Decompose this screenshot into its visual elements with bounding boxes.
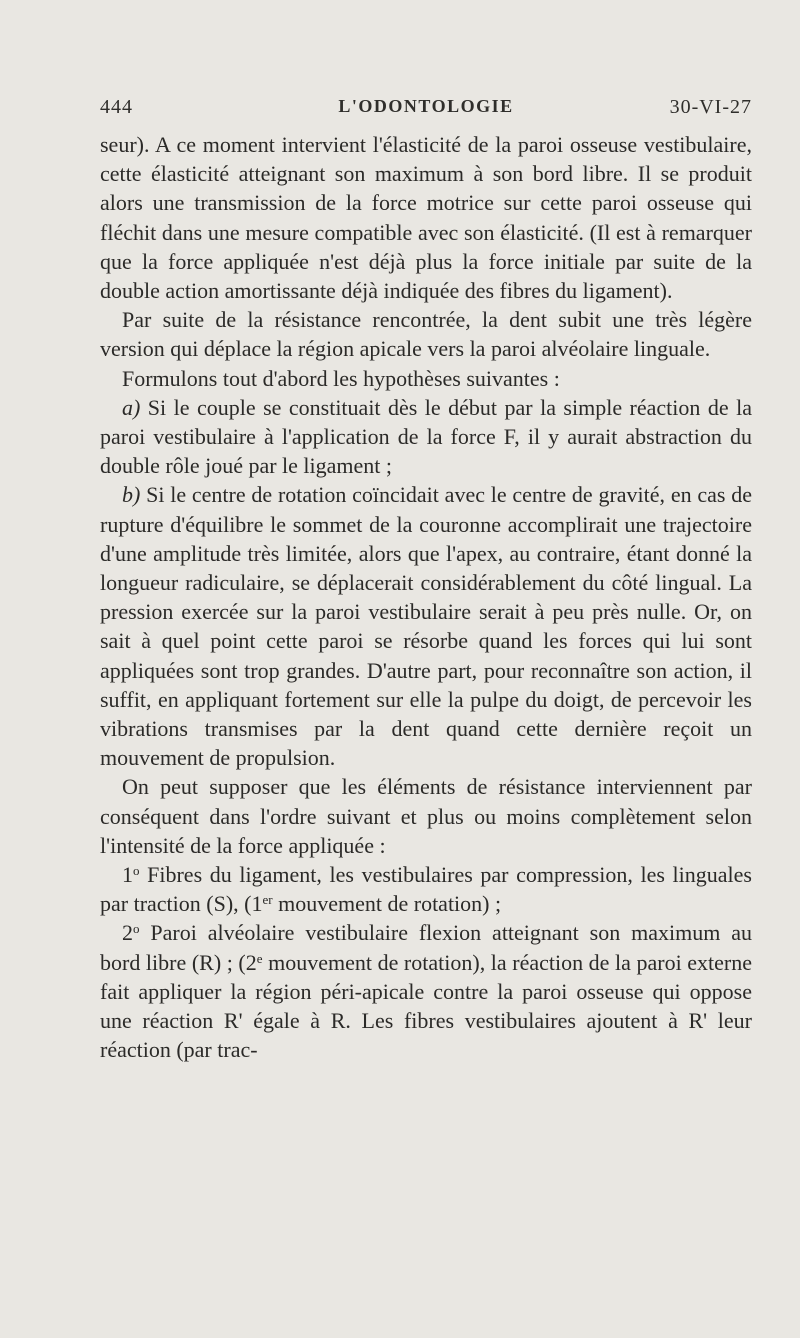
list-item-1-text-b: mouvement de rotation) ; (272, 891, 502, 917)
page-number: 444 (100, 96, 133, 118)
list-item-2-superscript: e (256, 950, 263, 966)
running-title: L'ODONTOLOGIE (338, 96, 514, 116)
paragraph-2: Par suite de la résistance rencontrée, la dent subit une très légère version qui déplace la région apicale vers la paroi alvéolaire linguale. (100, 307, 752, 362)
list-item-1-degree: o (133, 863, 140, 879)
issue-date: 30-VI-27 (669, 96, 752, 118)
paragraph-6: On peut supposer que les éléments de résistance interviennent par conséquent dans l'ordre suivant et plus ou moins complètement selon l'intensité de la force appliquée : (100, 774, 752, 858)
hypothesis-a-label: a) (122, 394, 141, 420)
paragraph-1: seur). A ce moment intervient l'élasticité de la paroi osseuse vestibulaire, cette élasticité atteignant son maximum à son bord libre. Il se produit alors une transmission de la force motrice sur cette paroi osseuse qui fléchit dans une mesure compatible avec son élasticité. (Il est à remarquer que la force appliquée n'est déjà plus la force initiale par suite de la double action amortissante déjà indiquée des fibres du ligament). (100, 132, 752, 304)
list-item-2-text-a: Paroi alvéolaire vestibulaire flexion atteignant son maximum au bord libre (R) ; (2 (100, 920, 752, 975)
list-item-1 (100, 860, 752, 918)
hypothesis-b-label: b) (122, 482, 141, 508)
list-item-2 (100, 918, 752, 1064)
body-text (100, 130, 752, 1065)
hypothesis-a (100, 393, 752, 481)
hypothesis-b (100, 480, 752, 772)
list-item-2-degree: o (133, 921, 140, 937)
list-item-2-number: 2 (122, 920, 133, 946)
list-item-1-number: 1 (122, 862, 133, 888)
list-item-1-superscript: er (262, 892, 273, 908)
page-header (100, 96, 752, 126)
list-item-2-text-b: mouvement de rotation), la réaction de la paroi externe fait appliquer la région péri-apicale contre la paroi osseuse qui oppose une réaction R' égale à R. Les fibres vestibulaires ajoutent à R' leur réaction (par trac- (100, 949, 753, 1063)
hypothesis-a-text: Si le couple se constituait dès le début par la simple réaction de la paroi vestibulaire à l'application de la force F, il y aurait abstraction du double rôle joué par le ligament ; (100, 394, 752, 479)
hypothesis-b-text: Si le centre de rotation coïncidait avec le centre de gravité, en cas de rupture d'équilibre le sommet de la couronne accomplirait une trajectoire d'une amplitude très limitée, alors que l'apex, au contraire, étant donné la longueur radiculaire, se déplacerait considérablement du côté lingual. La pression exercée sur la paroi vestibulaire serait à peu près nulle. Or, on sait à quel point cette paroi se résorbe quand les forces qui lui sont appliquées sont trop grandes. D'autre part, pour reconnaître son action, il suffit, en appliquant fortement sur elle la pulpe du doigt, de percevoir les vibrations transmises par la dent quand cette dernière reçoit un mouvement de propulsion. (100, 482, 752, 771)
paragraph-3: Formulons tout d'abord les hypothèses suivantes : (122, 365, 560, 391)
list-item-1-text-a: Fibres du ligament, les vestibulaires par compression, les linguales par traction (S), (1 (100, 862, 752, 917)
